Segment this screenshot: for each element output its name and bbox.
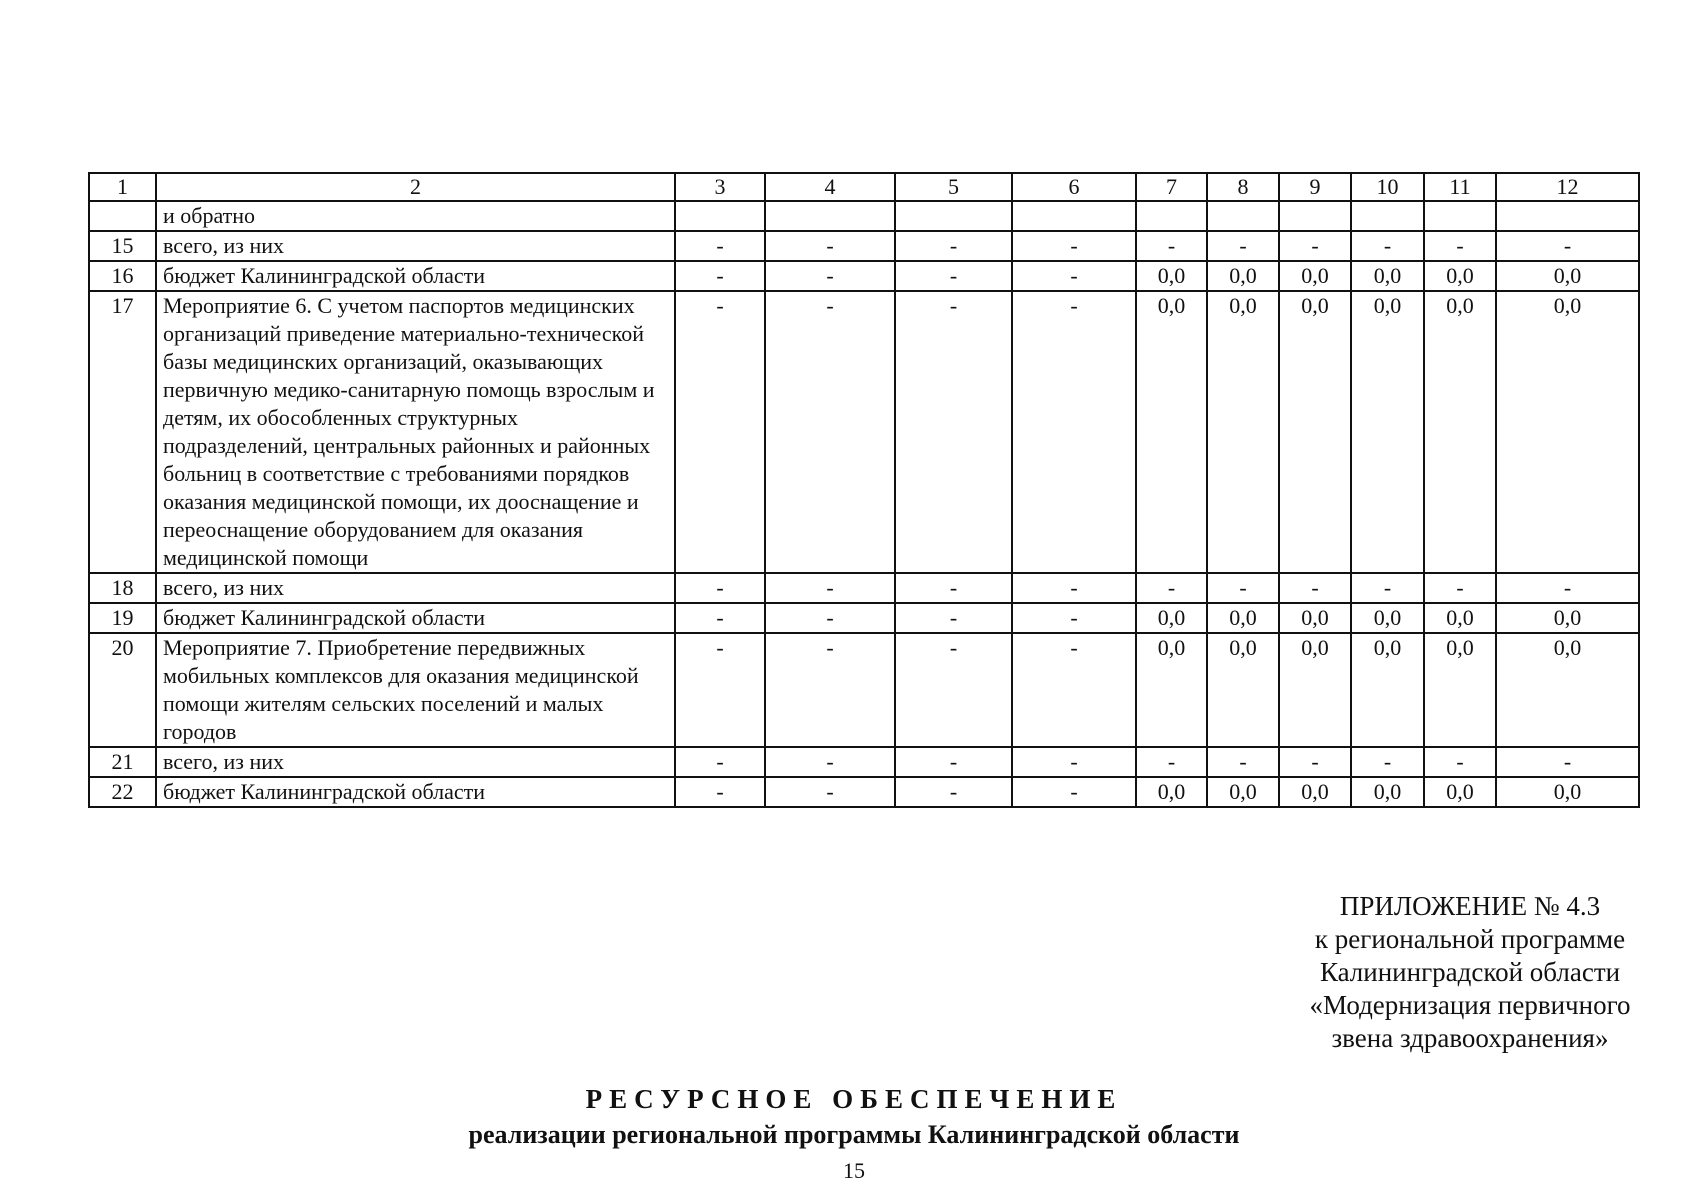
value-cell: 0,0 [1496, 633, 1639, 747]
value-cell: 0,0 [1424, 777, 1496, 807]
appendix-block [1270, 890, 1670, 1055]
value-cell: - [675, 231, 765, 261]
value-cell: - [1012, 231, 1136, 261]
value-cell: 0,0 [1207, 261, 1279, 291]
value-cell: 0,0 [1207, 291, 1279, 573]
value-cell: 0,0 [1496, 291, 1639, 573]
value-cell: 0,0 [1279, 291, 1351, 573]
value-cell: 0,0 [1496, 261, 1639, 291]
value-cell: - [895, 261, 1012, 291]
row-number [89, 201, 156, 231]
row-description: всего, из них [156, 573, 675, 603]
value-cell: - [895, 291, 1012, 573]
table-row [89, 261, 1639, 291]
value-cell: - [1351, 573, 1424, 603]
appendix-line: к региональной программе [1314, 924, 1626, 954]
value-cell [1424, 201, 1496, 231]
column-header: 3 [675, 173, 765, 201]
value-cell: 0,0 [1279, 777, 1351, 807]
value-cell: - [765, 747, 895, 777]
header-row [89, 173, 1639, 201]
value-cell: 0,0 [1351, 291, 1424, 573]
resource-subtitle: реализации региональной программы Калининградской области [468, 1120, 1240, 1149]
resource-title: РЕСУРСНОЕ ОБЕСПЕЧЕНИЕ [585, 1084, 1123, 1114]
appendix-line: ПРИЛОЖЕНИЕ № 4.3 [1339, 891, 1601, 921]
value-cell: 0,0 [1351, 261, 1424, 291]
value-cell: 0,0 [1424, 633, 1496, 747]
value-cell: - [895, 747, 1012, 777]
column-header: 6 [1012, 173, 1136, 201]
value-cell: 0,0 [1496, 603, 1639, 633]
value-cell: - [1012, 261, 1136, 291]
value-cell: 0,0 [1136, 633, 1207, 747]
row-description: бюджет Калининградской области [156, 603, 675, 633]
value-cell: 0,0 [1279, 261, 1351, 291]
column-header: 5 [895, 173, 1012, 201]
value-cell: - [1012, 291, 1136, 573]
table-row [89, 231, 1639, 261]
row-number: 16 [89, 261, 156, 291]
value-cell: - [675, 573, 765, 603]
value-cell: 0,0 [1207, 603, 1279, 633]
column-header: 10 [1351, 173, 1424, 201]
row-description: всего, из них [156, 747, 675, 777]
value-cell: - [895, 603, 1012, 633]
table-row [89, 291, 1639, 573]
column-header: 12 [1496, 173, 1639, 201]
row-description: всего, из них [156, 231, 675, 261]
value-cell [1279, 201, 1351, 231]
value-cell: - [895, 573, 1012, 603]
value-cell: - [1496, 573, 1639, 603]
row-description: и обратно [156, 201, 675, 231]
value-cell: - [765, 633, 895, 747]
value-cell: - [1012, 603, 1136, 633]
value-cell: 0,0 [1279, 603, 1351, 633]
value-cell: 0,0 [1136, 777, 1207, 807]
value-cell: - [1207, 747, 1279, 777]
row-number: 19 [89, 603, 156, 633]
value-cell: 0,0 [1136, 603, 1207, 633]
value-cell: 0,0 [1424, 291, 1496, 573]
table-row [89, 201, 1639, 231]
value-cell [1207, 201, 1279, 231]
value-cell: 0,0 [1351, 633, 1424, 747]
row-description: бюджет Калининградской области [156, 777, 675, 807]
value-cell: - [675, 633, 765, 747]
value-cell: 0,0 [1136, 291, 1207, 573]
value-cell [765, 201, 895, 231]
table-row [89, 633, 1639, 747]
value-cell: - [1424, 747, 1496, 777]
value-cell [675, 201, 765, 231]
value-cell [1136, 201, 1207, 231]
row-description: Мероприятие 7. Приобретение передвижных мобильных комплексов для оказания медицинской помощи жителям сельских поселений и малых городов [156, 633, 675, 747]
resource-table [88, 172, 1640, 808]
value-cell: - [675, 261, 765, 291]
value-cell: - [1136, 573, 1207, 603]
row-description: бюджет Калининградской области [156, 261, 675, 291]
value-cell: 0,0 [1424, 603, 1496, 633]
value-cell [1496, 201, 1639, 231]
value-cell: - [895, 231, 1012, 261]
table-row [89, 747, 1639, 777]
row-description: Мероприятие 6. С учетом паспортов медицинских организаций приведение материально-технической базы медицинских организаций, оказывающих первичную медико-санитарную помощь взрослым и детям, их обособленных структурных подразделений, центральных районных и районных больниц в соответствие с требованиями порядков оказания медицинской помощи, их дооснащение и переоснащение оборудованием для оказания медицинской помощи [156, 291, 675, 573]
value-cell: - [765, 291, 895, 573]
value-cell: - [675, 603, 765, 633]
value-cell: - [1424, 231, 1496, 261]
value-cell: - [675, 777, 765, 807]
value-cell: - [1496, 747, 1639, 777]
value-cell: - [765, 231, 895, 261]
value-cell: 0,0 [1351, 603, 1424, 633]
value-cell: 0,0 [1424, 261, 1496, 291]
row-number: 20 [89, 633, 156, 747]
value-cell: 0,0 [1351, 777, 1424, 807]
row-number: 17 [89, 291, 156, 573]
column-header: 7 [1136, 173, 1207, 201]
appendix-line: «Модернизация первичного [1309, 990, 1631, 1020]
value-cell: - [1424, 573, 1496, 603]
value-cell: 0,0 [1136, 261, 1207, 291]
table-row [89, 573, 1639, 603]
value-cell: - [765, 603, 895, 633]
appendix-line: звена здравоохранения» [1331, 1023, 1609, 1053]
value-cell: 0,0 [1207, 633, 1279, 747]
value-cell: - [1012, 777, 1136, 807]
value-cell: - [1136, 747, 1207, 777]
value-cell: - [1207, 573, 1279, 603]
value-cell: - [675, 291, 765, 573]
value-cell: 0,0 [1496, 777, 1639, 807]
value-cell [895, 201, 1012, 231]
value-cell: - [765, 777, 895, 807]
column-header: 4 [765, 173, 895, 201]
table-row [89, 603, 1639, 633]
value-cell: 0,0 [1279, 633, 1351, 747]
value-cell [1012, 201, 1136, 231]
value-cell: - [1496, 231, 1639, 261]
column-header: 8 [1207, 173, 1279, 201]
value-cell: - [895, 633, 1012, 747]
value-cell: - [1136, 231, 1207, 261]
value-cell: - [895, 777, 1012, 807]
value-cell: - [675, 747, 765, 777]
value-cell: - [1279, 573, 1351, 603]
value-cell: - [1279, 747, 1351, 777]
table-row [89, 777, 1639, 807]
value-cell: 0,0 [1207, 777, 1279, 807]
page-number: 15 [843, 1158, 865, 1183]
column-header: 1 [89, 173, 156, 201]
value-cell: - [765, 261, 895, 291]
value-cell: - [1207, 231, 1279, 261]
column-header: 11 [1424, 173, 1496, 201]
column-header: 9 [1279, 173, 1351, 201]
row-number: 15 [89, 231, 156, 261]
row-number: 21 [89, 747, 156, 777]
row-number: 18 [89, 573, 156, 603]
appendix-line: Калининградской области [1319, 957, 1621, 987]
row-number: 22 [89, 777, 156, 807]
value-cell [1351, 201, 1424, 231]
value-cell: - [1351, 747, 1424, 777]
value-cell: - [1279, 231, 1351, 261]
value-cell: - [1351, 231, 1424, 261]
value-cell: - [1012, 747, 1136, 777]
value-cell: - [765, 573, 895, 603]
column-header: 2 [156, 173, 675, 201]
value-cell: - [1012, 633, 1136, 747]
value-cell: - [1012, 573, 1136, 603]
